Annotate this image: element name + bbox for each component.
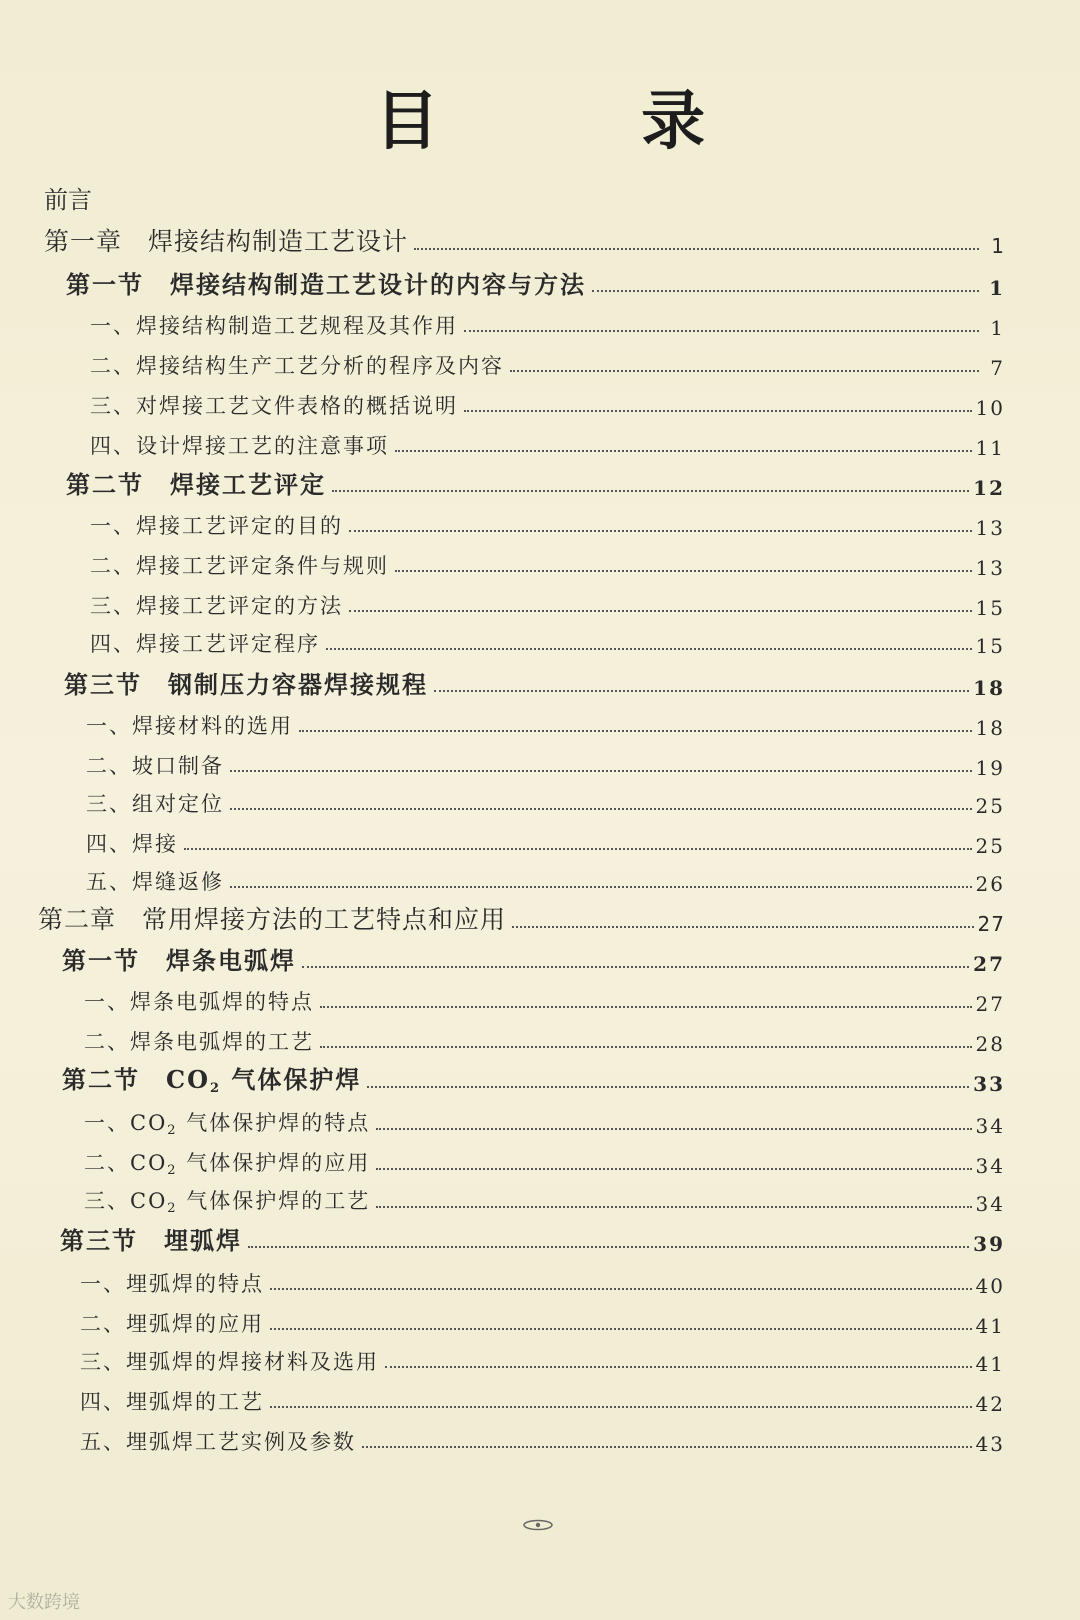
toc-leader-dots	[376, 1206, 971, 1208]
toc-entry	[86, 706, 1005, 740]
toc-entry-title: 三、组对定位	[86, 792, 224, 816]
toc-page-number: 25	[975, 834, 1005, 858]
toc-entry	[86, 862, 1005, 896]
toc-entry	[62, 942, 1005, 976]
toc-page-number: 13	[975, 516, 1005, 540]
toc-page-number: 26	[975, 872, 1005, 896]
toc-entry	[64, 666, 1005, 700]
toc-entry-title: 第二节 焊接工艺评定	[66, 470, 326, 499]
page-title: 目 录	[374, 85, 796, 159]
toc-entry-title: 四、焊接	[86, 832, 178, 856]
toc-entry-title: 二、埋弧焊的应用	[80, 1312, 264, 1336]
toc-entry	[66, 266, 1005, 300]
toc-leader-dots	[592, 290, 979, 292]
toc-entry-title: 四、埋弧焊的工艺	[80, 1390, 264, 1414]
toc-leader-dots	[464, 330, 979, 332]
toc-entry	[62, 1062, 1005, 1096]
toc-leader-dots	[230, 886, 972, 888]
toc-leader-dots	[270, 1406, 972, 1408]
toc-leader-dots	[184, 848, 972, 850]
toc-entry-title: 一、焊接材料的选用	[86, 714, 293, 738]
toc-entry-title: 五、埋弧焊工艺实例及参数	[80, 1430, 356, 1454]
toc-page-number: 40	[975, 1274, 1005, 1298]
toc-entry	[80, 1382, 1005, 1416]
toc-entry-title: 一、焊接工艺评定的目的	[90, 514, 343, 538]
toc-entry-title: 二、焊条电弧焊的工艺	[84, 1030, 314, 1054]
toc-entry-title: 前言	[44, 186, 92, 214]
toc-leader-dots	[248, 1246, 969, 1248]
toc-entry	[84, 1144, 1005, 1178]
toc-entry-title: 第一节 焊接结构制造工艺设计的内容与方法	[66, 270, 586, 299]
toc-page-number: 27	[973, 952, 1005, 976]
toc-entry-title: 第一章 焊接结构制造工艺设计	[44, 227, 409, 256]
toc-leader-dots	[349, 530, 972, 532]
toc-page-number: 42	[975, 1392, 1005, 1416]
toc-entry-title: 三、焊接工艺评定的方法	[90, 594, 343, 618]
toc-entry-title: 第三节 钢制压力容器焊接规程	[64, 670, 428, 699]
toc-entry-title: 一、焊条电弧焊的特点	[84, 990, 314, 1014]
toc-page-number: 13	[975, 556, 1005, 580]
toc-page-number: 34	[975, 1114, 1005, 1138]
toc-entry-title: 三、对焊接工艺文件表格的概括说明	[90, 394, 458, 418]
toc-leader-dots	[464, 410, 972, 412]
toc-entry	[84, 982, 1005, 1016]
toc-page-number: 27	[977, 912, 1005, 936]
toc-entry-title: 二、$CO_2$ 气体保护焊的应用	[84, 1151, 371, 1178]
toc-entry	[84, 1182, 1005, 1216]
toc-leader-dots	[302, 966, 969, 968]
toc-entry-title: 第二章 常用焊接方法的工艺特点和应用	[38, 905, 507, 934]
toc-leader-dots	[395, 450, 972, 452]
toc-entry	[90, 624, 1005, 658]
toc-entry	[38, 902, 1005, 936]
toc-entry	[80, 1304, 1005, 1338]
toc-page-number: 19	[975, 756, 1005, 780]
toc-page-number: 25	[975, 794, 1005, 818]
toc-leader-dots	[367, 1086, 969, 1088]
toc-entry	[80, 1264, 1005, 1298]
toc-leader-dots	[326, 648, 972, 650]
toc-entry-title: 四、设计焊接工艺的注意事项	[90, 434, 389, 458]
toc-entry-title: 第一节 焊条电弧焊	[62, 946, 296, 975]
toc-leader-dots	[270, 1288, 972, 1290]
toc-leader-dots	[434, 690, 969, 692]
toc-entry-title: 二、焊接工艺评定条件与规则	[90, 554, 389, 578]
toc-entry	[44, 181, 1005, 215]
toc-page-number: 34	[975, 1154, 1005, 1178]
toc-page-number: 15	[975, 596, 1005, 620]
toc-entry-title: 第二节 $CO_2$ 气体保护焊	[62, 1065, 362, 1096]
toc-entry-title: 三、$CO_2$ 气体保护焊的工艺	[84, 1189, 371, 1216]
toc-entry	[90, 586, 1005, 620]
toc-entry	[60, 1222, 1005, 1256]
toc-leader-dots	[385, 1366, 972, 1368]
toc-page-number: 1	[991, 234, 1005, 258]
toc-page-number: 7	[990, 356, 1005, 380]
toc-entry	[86, 824, 1005, 858]
toc-page-number: 43	[975, 1432, 1005, 1456]
toc-page-number: 18	[973, 676, 1005, 700]
toc-leader-dots	[414, 248, 979, 250]
watermark: 大数跨境	[8, 1592, 80, 1613]
toc-page-number: 18	[975, 716, 1005, 740]
toc-entry	[90, 546, 1005, 580]
toc-page-number: 1	[990, 316, 1005, 340]
toc-leader-dots	[362, 1446, 972, 1448]
toc-page-number: 33	[973, 1072, 1005, 1096]
toc-entry	[90, 386, 1005, 420]
toc-page-number: 34	[975, 1192, 1005, 1216]
toc-page-number: 41	[975, 1352, 1005, 1376]
toc-entry	[66, 466, 1005, 500]
toc-leader-dots	[299, 730, 972, 732]
toc-leader-dots	[320, 1006, 972, 1008]
toc-entry-title: 一、焊接结构制造工艺规程及其作用	[90, 314, 458, 338]
toc-page-number: 41	[975, 1314, 1005, 1338]
toc-leader-dots	[230, 770, 972, 772]
toc-entry-title: 二、坡口制备	[86, 754, 224, 778]
toc-page-number: 11	[975, 436, 1005, 460]
toc-leader-dots	[395, 570, 972, 572]
toc-leader-dots	[320, 1046, 972, 1048]
toc-entry-title: 五、焊缝返修	[86, 870, 224, 894]
toc-leader-dots	[332, 490, 969, 492]
toc-entry	[84, 1104, 1005, 1138]
toc-entry	[80, 1422, 1005, 1456]
footer-ornament-icon	[520, 1518, 556, 1532]
toc-entry-title: 第三节 埋弧焊	[60, 1226, 242, 1255]
toc-entry	[90, 426, 1005, 460]
toc-leader-dots	[376, 1168, 971, 1170]
toc-page-number: 39	[973, 1232, 1005, 1256]
toc-entry-title: 一、$CO_2$ 气体保护焊的特点	[84, 1111, 371, 1138]
toc-page-number: 1	[989, 276, 1005, 300]
toc-entry	[90, 306, 1005, 340]
toc-page-number: 12	[973, 476, 1005, 500]
toc-entry	[80, 1342, 1005, 1376]
toc-entry	[86, 746, 1005, 780]
toc-entry	[44, 224, 1005, 258]
toc-leader-dots	[270, 1328, 972, 1330]
toc-entry-title: 三、埋弧焊的焊接材料及选用	[80, 1350, 379, 1374]
toc-leader-dots	[230, 808, 972, 810]
toc-entry-title: 二、焊接结构生产工艺分析的程序及内容	[90, 354, 504, 378]
toc-entry-title: 四、焊接工艺评定程序	[90, 632, 320, 656]
toc-leader-dots	[512, 926, 974, 928]
toc-leader-dots	[510, 370, 979, 372]
toc-leader-dots	[376, 1128, 971, 1130]
toc-entry	[86, 784, 1005, 818]
toc-leader-dots	[349, 610, 972, 612]
toc-entry	[84, 1022, 1005, 1056]
toc-page-number: 15	[975, 634, 1005, 658]
toc-entry-title: 一、埋弧焊的特点	[80, 1272, 264, 1296]
toc-entry	[90, 506, 1005, 540]
toc-page-number: 10	[975, 396, 1005, 420]
toc-entry	[90, 346, 1005, 380]
toc-page-number: 27	[975, 992, 1005, 1016]
toc-page-number: 28	[975, 1032, 1005, 1056]
